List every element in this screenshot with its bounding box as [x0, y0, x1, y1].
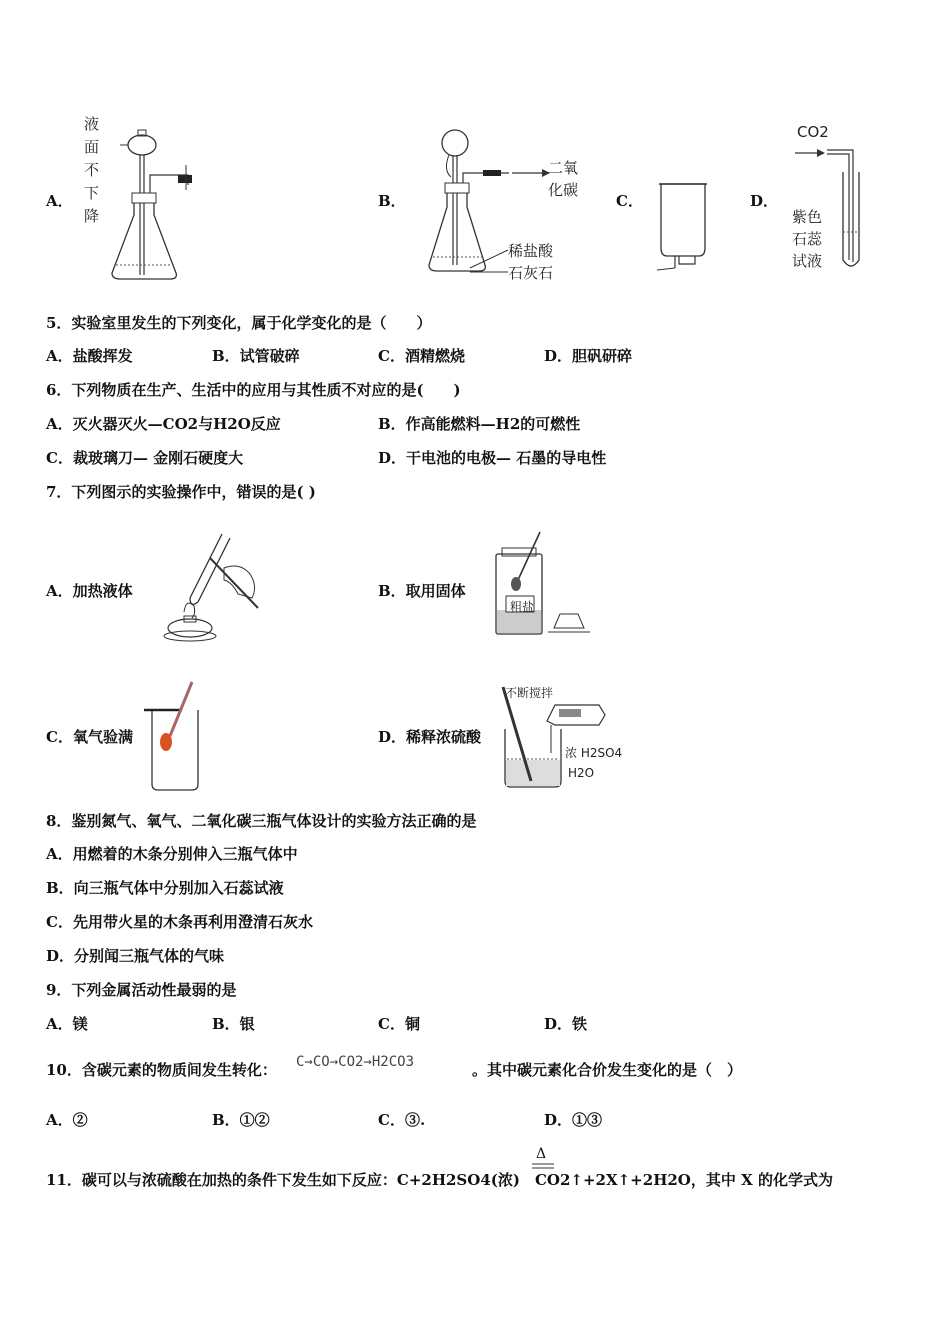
q7-d-acid-label: 浓 H2SO4: [565, 746, 623, 760]
fig-b-pointer-lines: [470, 246, 510, 276]
q6-option-d[interactable]: D．干电池的电极— 石墨的导电性: [378, 449, 607, 467]
q7-fig-oxygen-test: [140, 680, 205, 792]
q7-fig-taking-solid: [492, 530, 597, 640]
q10-option-c[interactable]: C．③.: [378, 1111, 426, 1129]
q10-option-d[interactable]: D．①③: [544, 1111, 603, 1129]
fig-a-text: 液面不下降: [84, 115, 100, 225]
q8-option-b[interactable]: B．向三瓶气体中分别加入石蕊试液: [46, 879, 284, 897]
q10-stem-pre: 10．含碳元素的物质间发生转化：: [46, 1061, 277, 1079]
q7-stem: 7．下列图示的实验操作中，错误的是( ): [46, 483, 316, 501]
q9-option-d[interactable]: D．铁: [544, 1015, 588, 1033]
q11-heat-delta: Δ: [536, 1146, 547, 1162]
q10-option-a[interactable]: A．②: [46, 1111, 88, 1129]
q5-stem: 5．实验室里发生的下列变化，属于化学变化的是（ ）: [46, 314, 432, 332]
q7-option-a[interactable]: A．加热液体: [46, 582, 133, 600]
fig-d-label: D．: [750, 192, 779, 210]
fig-b-gas-text: 二氧化碳: [548, 159, 579, 199]
fig-d-gas-text: CO2: [797, 123, 829, 141]
q7-b-salt-label: 粗盐: [510, 600, 535, 614]
q5-option-b[interactable]: B．试管破碎: [212, 347, 300, 365]
fig-b-label: B．: [378, 192, 406, 210]
q10-chain-equation: C→CO→CO2→H2CO3: [296, 1054, 415, 1070]
fig-b-arrow-icon: [512, 168, 552, 178]
q5-option-d[interactable]: D．胆矾研碎: [544, 347, 633, 365]
q9-option-c[interactable]: C．铜: [378, 1015, 420, 1033]
q7-option-d[interactable]: D．稀释浓硫酸: [378, 728, 482, 746]
q6-option-a[interactable]: A．灭火器灭火—CO2与H2O反应: [46, 415, 281, 433]
q6-option-b[interactable]: B．作高能燃料—H2的可燃性: [378, 415, 581, 433]
q7-d-stir-label: 不断搅拌: [505, 686, 554, 700]
q7-fig-heating-liquid: [140, 528, 265, 643]
q10-stem-post: 。其中碳元素化合价发生变化的是（ ）: [472, 1061, 743, 1079]
q5-option-a[interactable]: A．盐酸挥发: [46, 347, 133, 365]
fig-a-label: A．: [46, 192, 73, 210]
q6-option-c[interactable]: C．裁玻璃刀— 金刚石硬度大: [46, 449, 244, 467]
fig-d-litmus-text: 紫色石蕊试液: [792, 208, 823, 270]
fig-c-label: C．: [616, 192, 643, 210]
q8-option-c[interactable]: C．先用带火星的木条再利用澄清石灰水: [46, 913, 313, 931]
fig-c-bottle-icon: [655, 178, 715, 278]
fig-b-stone-text: 石灰石: [508, 264, 554, 282]
q11-stem: 11．碳可以与浓硫酸在加热的条件下发生如下反应：C+2H2SO4(浓) CO2↑+2X↑+2H2O，其中 X 的化学式为: [46, 1171, 833, 1189]
q8-option-d[interactable]: D．分别闻三瓶气体的气味: [46, 947, 225, 965]
q8-stem: 8．鉴别氮气、氧气、二氧化碳三瓶气体设计的实验方法正确的是: [46, 812, 477, 830]
q9-option-a[interactable]: A．镁: [46, 1015, 88, 1033]
fig-b-acid-text: 稀盐酸: [508, 242, 554, 260]
q9-stem: 9．下列金属活动性最弱的是: [46, 981, 237, 999]
fig-a-apparatus: [100, 115, 210, 285]
q6-stem: 6．下列物质在生产、生活中的应用与其性质不对应的是( ): [46, 381, 461, 399]
q9-option-b[interactable]: B．银: [212, 1015, 255, 1033]
q7-option-b[interactable]: B．取用固体: [378, 582, 466, 600]
q10-option-b[interactable]: B．①②: [212, 1111, 270, 1129]
q7-d-water-label: H2O: [568, 766, 595, 780]
q8-option-a[interactable]: A．用燃着的木条分别伸入三瓶气体中: [46, 845, 298, 863]
q5-option-c[interactable]: C．酒精燃烧: [378, 347, 465, 365]
q7-option-c[interactable]: C．氧气验满: [46, 728, 133, 746]
